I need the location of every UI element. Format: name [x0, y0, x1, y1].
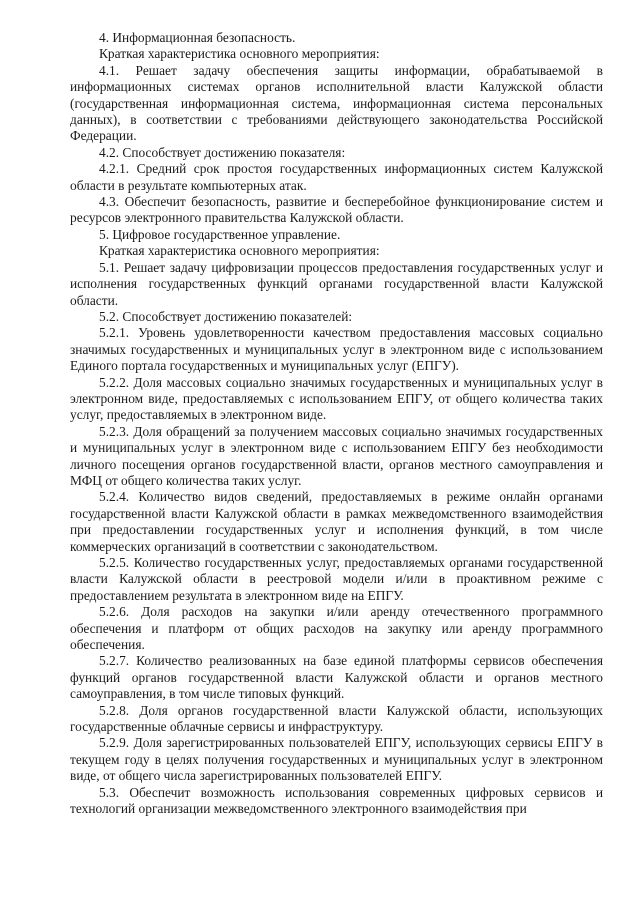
paragraph-5-2: 5.2. Способствует достижению показателей: — [99, 308, 353, 324]
paragraph-5-3: 5.3. Обеспечит возможность использования современных цифровых сервисов и технологий организации межведомственного электронного взаимодействия при — [70, 784, 603, 817]
paragraph-5-2-8: 5.2.8. Доля органов государственной власти Калужской области, использующих государственные облачные сервисы и инфраструктуру. — [70, 702, 603, 735]
document-body — [70, 30, 603, 818]
paragraph-5-2-6: 5.2.6. Доля расходов на закупки и/или аренду отечественного программного обеспечения и платформ от общих расходов на закупку или аренду программного обеспечения. — [70, 604, 603, 653]
section-heading-5: 5. Цифровое государственное управление. — [99, 226, 341, 242]
paragraph-4-2: 4.2. Способствует достижению показателя: — [99, 144, 346, 160]
section-heading-4: 4. Информационная безопасность. — [99, 30, 296, 45]
paragraph-4-2-1: 4.2.1. Средний срок простоя государственных информационных систем Калужской области в результате компьютерных атак. — [70, 161, 603, 193]
paragraph-summary-label: Краткая характеристика основного мероприятия: — [99, 243, 380, 259]
paragraph-5-2-5: 5.2.5. Количество государственных услуг, предоставляемых органами государственной власти Калужской области в реестровой модели и/или в проактивном режиме с предоставлением результата в электронном виде на ЕПГУ. — [70, 555, 603, 603]
paragraph-5-2-1: 5.2.1. Уровень удовлетворенности качеством предоставления массовых социально значимых государственных и муниципальных услуг в электронном виде с использованием Единого портала государственных и муниципальных услуг (ЕПГУ). — [70, 325, 603, 374]
paragraph-5-1: 5.1. Решает задачу цифровизации процессов предоставления государственных услуг и исполнения государственных функций органами государственной власти Калужской области. — [70, 259, 603, 308]
paragraph-4-3: 4.3. Обеспечит безопасность, развитие и бесперебойное функционирование систем и ресурсов электронного правительства Калужской области. — [70, 194, 603, 226]
paragraph-summary-label: Краткая характеристика основного мероприятия: — [99, 46, 380, 62]
paragraph-5-2-9: 5.2.9. Доля зарегистрированных пользователей ЕПГУ, использующих сервисы ЕПГУ в текущем году в целях получения государственных и муниципальных услуг в электронном виде, от общего числа зарегистрированных пользователей ЕПГУ. — [70, 735, 603, 784]
paragraph-5-2-7: 5.2.7. Количество реализованных на базе единой платформы сервисов обеспечения функций органов государственной власти Калужской области и органов местного самоуправления, в том числе типовых функций. — [70, 653, 603, 702]
paragraph-5-2-4: 5.2.4. Количество видов сведений, предоставляемых в режиме онлайн органами государственной власти Калужской области в рамках межведомственного взаимодействия при предоставлении государственных услуг и исполнения функций, в том числе коммерческих организаций в соответствии с законодательством. — [70, 489, 603, 554]
paragraph-5-2-3: 5.2.3. Доля обращений за получением массовых социально значимых государственных и муниципальных услуг в электронном виде с использованием ЕПГУ без необходимости личного посещения органов государственной власти, органов местного самоуправления и МФЦ от общего количества таких услуг. — [70, 423, 603, 488]
paragraph-4-1: 4.1. Решает задачу обеспечения защиты информации, обрабатываемой в информационных системах органов исполнительной власти Калужской области (государственная информационная система, информационная система персональных данных), в соответствии с требованиями действующего законодательства Российской Федерации. — [70, 62, 603, 144]
paragraph-5-2-2: 5.2.2. Доля массовых социально значимых государственных и муниципальных услуг в электронном виде, предоставляемых с использованием ЕПГУ, от общего количества таких услуг, предоставляемых в электронном виде. — [70, 374, 603, 423]
